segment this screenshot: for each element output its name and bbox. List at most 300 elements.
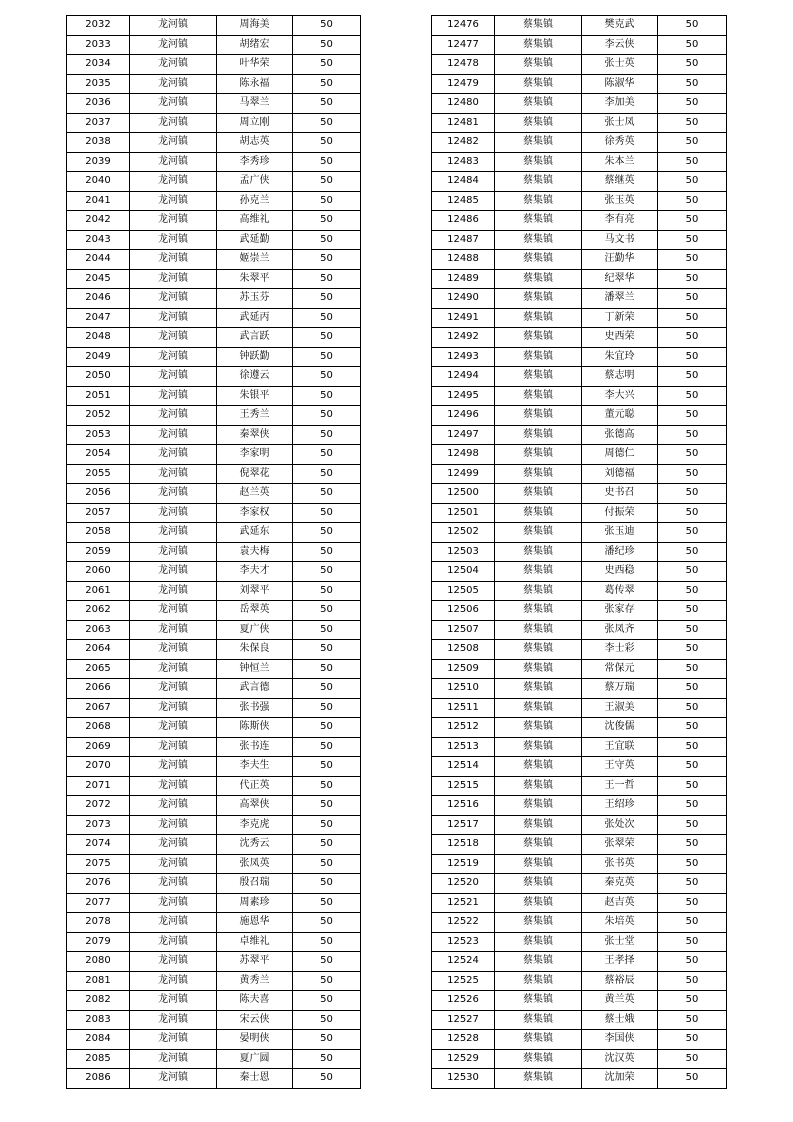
table-row: [67, 718, 361, 738]
serial-number-cell: 2036: [67, 94, 130, 114]
name-cell: 殷召瑞: [217, 874, 293, 894]
amount-cell: 50: [658, 445, 727, 465]
serial-number-cell: 2067: [67, 698, 130, 718]
amount-cell: 50: [293, 250, 361, 270]
amount-cell: 50: [658, 562, 727, 582]
table-row: [432, 35, 727, 55]
amount-cell: 50: [658, 269, 727, 289]
serial-number-cell: 2042: [67, 211, 130, 231]
amount-cell: 50: [658, 113, 727, 133]
town-cell: 龙河镇: [130, 386, 217, 406]
amount-cell: 50: [293, 133, 361, 153]
town-cell: 龙河镇: [130, 659, 217, 679]
table-row: [67, 757, 361, 777]
table-row: [432, 601, 727, 621]
town-cell: 龙河镇: [130, 698, 217, 718]
town-cell: 蔡集镇: [495, 874, 582, 894]
table-row: [432, 152, 727, 172]
name-cell: 李云侠: [582, 35, 658, 55]
roster-table-right: [431, 15, 727, 1089]
name-cell: 张书强: [217, 698, 293, 718]
amount-cell: 50: [658, 718, 727, 738]
table-row: [432, 503, 727, 523]
serial-number-cell: 12500: [432, 484, 495, 504]
name-cell: 张士凤: [582, 113, 658, 133]
name-cell: 张书连: [217, 737, 293, 757]
amount-cell: 50: [293, 659, 361, 679]
table-row: [67, 659, 361, 679]
amount-cell: 50: [293, 347, 361, 367]
serial-number-cell: 2084: [67, 1030, 130, 1050]
name-cell: 钟跃勤: [217, 347, 293, 367]
serial-number-cell: 2063: [67, 620, 130, 640]
town-cell: 蔡集镇: [495, 796, 582, 816]
amount-cell: 50: [658, 328, 727, 348]
town-cell: 龙河镇: [130, 133, 217, 153]
amount-cell: 50: [293, 172, 361, 192]
table-row: [432, 191, 727, 211]
town-cell: 龙河镇: [130, 406, 217, 426]
town-cell: 龙河镇: [130, 445, 217, 465]
serial-number-cell: 12522: [432, 913, 495, 933]
serial-number-cell: 2076: [67, 874, 130, 894]
table-row: [432, 562, 727, 582]
table-row: [432, 815, 727, 835]
serial-number-cell: 12506: [432, 601, 495, 621]
amount-cell: 50: [293, 328, 361, 348]
name-cell: 张书英: [582, 854, 658, 874]
name-cell: 宋云侠: [217, 1010, 293, 1030]
table-row: [67, 55, 361, 75]
name-cell: 朱翠平: [217, 269, 293, 289]
name-cell: 王守英: [582, 757, 658, 777]
table-row: [432, 523, 727, 543]
name-cell: 周素珍: [217, 893, 293, 913]
town-cell: 龙河镇: [130, 503, 217, 523]
serial-number-cell: 12512: [432, 718, 495, 738]
amount-cell: 50: [293, 913, 361, 933]
name-cell: 刘翠平: [217, 581, 293, 601]
town-cell: 蔡集镇: [495, 952, 582, 972]
town-cell: 蔡集镇: [495, 776, 582, 796]
serial-number-cell: 12499: [432, 464, 495, 484]
name-cell: 沈俊儒: [582, 718, 658, 738]
amount-cell: 50: [658, 172, 727, 192]
table-row: [432, 542, 727, 562]
serial-number-cell: 2074: [67, 835, 130, 855]
serial-number-cell: 2035: [67, 74, 130, 94]
amount-cell: 50: [658, 893, 727, 913]
name-cell: 赵兰英: [217, 484, 293, 504]
name-cell: 李加美: [582, 94, 658, 114]
serial-number-cell: 2081: [67, 971, 130, 991]
amount-cell: 50: [658, 1069, 727, 1089]
serial-number-cell: 2082: [67, 991, 130, 1011]
amount-cell: 50: [658, 1030, 727, 1050]
serial-number-cell: 2037: [67, 113, 130, 133]
table-row: [67, 913, 361, 933]
town-cell: 蔡集镇: [495, 94, 582, 114]
town-cell: 龙河镇: [130, 1010, 217, 1030]
table-row: [67, 854, 361, 874]
town-cell: 龙河镇: [130, 55, 217, 75]
serial-number-cell: 12502: [432, 523, 495, 543]
table-row: [432, 698, 727, 718]
table-row: [67, 815, 361, 835]
table-row: [432, 718, 727, 738]
town-cell: 龙河镇: [130, 1069, 217, 1089]
amount-cell: 50: [293, 503, 361, 523]
amount-cell: 50: [658, 94, 727, 114]
amount-cell: 50: [658, 679, 727, 699]
table-row: [432, 16, 727, 36]
town-cell: 蔡集镇: [495, 679, 582, 699]
amount-cell: 50: [658, 913, 727, 933]
name-cell: 马文书: [582, 230, 658, 250]
serial-number-cell: 12493: [432, 347, 495, 367]
name-cell: 李克虎: [217, 815, 293, 835]
amount-cell: 50: [293, 152, 361, 172]
roster-table-left-body: [67, 16, 361, 1089]
amount-cell: 50: [658, 1010, 727, 1030]
name-cell: 张玉英: [582, 191, 658, 211]
amount-cell: 50: [293, 35, 361, 55]
serial-number-cell: 2034: [67, 55, 130, 75]
name-cell: 朱本兰: [582, 152, 658, 172]
serial-number-cell: 2046: [67, 289, 130, 309]
town-cell: 龙河镇: [130, 347, 217, 367]
town-cell: 龙河镇: [130, 74, 217, 94]
table-row: [67, 464, 361, 484]
table-row: [432, 74, 727, 94]
name-cell: 王淑美: [582, 698, 658, 718]
serial-number-cell: 2068: [67, 718, 130, 738]
town-cell: 龙河镇: [130, 328, 217, 348]
table-row: [67, 874, 361, 894]
name-cell: 陈夫喜: [217, 991, 293, 1011]
serial-number-cell: 12490: [432, 289, 495, 309]
town-cell: 蔡集镇: [495, 289, 582, 309]
amount-cell: 50: [293, 230, 361, 250]
table-row: [67, 16, 361, 36]
name-cell: 张凤齐: [582, 620, 658, 640]
serial-number-cell: 2057: [67, 503, 130, 523]
table-row: [67, 542, 361, 562]
amount-cell: 50: [293, 601, 361, 621]
town-cell: 龙河镇: [130, 113, 217, 133]
serial-number-cell: 12525: [432, 971, 495, 991]
amount-cell: 50: [293, 1069, 361, 1089]
serial-number-cell: 2059: [67, 542, 130, 562]
town-cell: 蔡集镇: [495, 328, 582, 348]
town-cell: 龙河镇: [130, 562, 217, 582]
table-row: [432, 347, 727, 367]
table-row: [432, 464, 727, 484]
amount-cell: 50: [658, 815, 727, 835]
amount-cell: 50: [658, 74, 727, 94]
amount-cell: 50: [658, 347, 727, 367]
serial-number-cell: 2039: [67, 152, 130, 172]
table-row: [67, 991, 361, 1011]
table-row: [432, 854, 727, 874]
town-cell: 蔡集镇: [495, 542, 582, 562]
amount-cell: 50: [293, 718, 361, 738]
serial-number-cell: 2078: [67, 913, 130, 933]
amount-cell: 50: [293, 757, 361, 777]
table-row: [432, 1010, 727, 1030]
name-cell: 苏翠平: [217, 952, 293, 972]
amount-cell: 50: [293, 952, 361, 972]
amount-cell: 50: [293, 991, 361, 1011]
table-row: [432, 796, 727, 816]
amount-cell: 50: [293, 893, 361, 913]
serial-number-cell: 12488: [432, 250, 495, 270]
town-cell: 龙河镇: [130, 35, 217, 55]
table-row: [432, 55, 727, 75]
table-row: [67, 269, 361, 289]
name-cell: 蔡士娥: [582, 1010, 658, 1030]
amount-cell: 50: [658, 542, 727, 562]
amount-cell: 50: [293, 796, 361, 816]
serial-number-cell: 12524: [432, 952, 495, 972]
serial-number-cell: 2083: [67, 1010, 130, 1030]
name-cell: 姬崇兰: [217, 250, 293, 270]
serial-number-cell: 2044: [67, 250, 130, 270]
amount-cell: 50: [293, 55, 361, 75]
amount-cell: 50: [658, 211, 727, 231]
town-cell: 蔡集镇: [495, 172, 582, 192]
amount-cell: 50: [658, 737, 727, 757]
town-cell: 蔡集镇: [495, 971, 582, 991]
name-cell: 董元聪: [582, 406, 658, 426]
town-cell: 龙河镇: [130, 250, 217, 270]
table-row: [67, 1030, 361, 1050]
name-cell: 张凤英: [217, 854, 293, 874]
name-cell: 常保元: [582, 659, 658, 679]
name-cell: 蔡裕辰: [582, 971, 658, 991]
town-cell: 蔡集镇: [495, 152, 582, 172]
town-cell: 蔡集镇: [495, 133, 582, 153]
amount-cell: 50: [658, 971, 727, 991]
name-cell: 施恩华: [217, 913, 293, 933]
name-cell: 李秀珍: [217, 152, 293, 172]
serial-number-cell: 2056: [67, 484, 130, 504]
name-cell: 朱银平: [217, 386, 293, 406]
amount-cell: 50: [293, 776, 361, 796]
town-cell: 蔡集镇: [495, 581, 582, 601]
town-cell: 蔡集镇: [495, 367, 582, 387]
town-cell: 蔡集镇: [495, 1069, 582, 1089]
table-row: [67, 35, 361, 55]
table-row: [67, 523, 361, 543]
name-cell: 蔡志明: [582, 367, 658, 387]
serial-number-cell: 12484: [432, 172, 495, 192]
serial-number-cell: 12482: [432, 133, 495, 153]
table-row: [67, 932, 361, 952]
name-cell: 王孝择: [582, 952, 658, 972]
serial-number-cell: 12497: [432, 425, 495, 445]
town-cell: 蔡集镇: [495, 464, 582, 484]
town-cell: 蔡集镇: [495, 425, 582, 445]
serial-number-cell: 2033: [67, 35, 130, 55]
town-cell: 蔡集镇: [495, 35, 582, 55]
table-row: [67, 211, 361, 231]
roster-table-right-body: [432, 16, 727, 1089]
name-cell: 朱保良: [217, 640, 293, 660]
town-cell: 龙河镇: [130, 16, 217, 36]
amount-cell: 50: [293, 562, 361, 582]
table-row: [67, 1010, 361, 1030]
amount-cell: 50: [293, 523, 361, 543]
town-cell: 龙河镇: [130, 484, 217, 504]
town-cell: 龙河镇: [130, 581, 217, 601]
amount-cell: 50: [658, 55, 727, 75]
amount-cell: 50: [658, 35, 727, 55]
town-cell: 蔡集镇: [495, 913, 582, 933]
serial-number-cell: 12508: [432, 640, 495, 660]
town-cell: 龙河镇: [130, 523, 217, 543]
serial-number-cell: 2085: [67, 1049, 130, 1069]
table-row: [67, 620, 361, 640]
table-row: [67, 250, 361, 270]
table-row: [67, 1049, 361, 1069]
serial-number-cell: 2032: [67, 16, 130, 36]
table-row: [67, 172, 361, 192]
name-cell: 赵吉英: [582, 893, 658, 913]
town-cell: 龙河镇: [130, 991, 217, 1011]
name-cell: 钟恒兰: [217, 659, 293, 679]
table-row: [432, 328, 727, 348]
amount-cell: 50: [658, 854, 727, 874]
serial-number-cell: 2066: [67, 679, 130, 699]
name-cell: 王秀兰: [217, 406, 293, 426]
amount-cell: 50: [293, 16, 361, 36]
town-cell: 蔡集镇: [495, 815, 582, 835]
amount-cell: 50: [293, 640, 361, 660]
town-cell: 蔡集镇: [495, 269, 582, 289]
serial-number-cell: 2045: [67, 269, 130, 289]
name-cell: 沈加荣: [582, 1069, 658, 1089]
amount-cell: 50: [293, 854, 361, 874]
table-row: [432, 230, 727, 250]
serial-number-cell: 2049: [67, 347, 130, 367]
amount-cell: 50: [293, 698, 361, 718]
town-cell: 蔡集镇: [495, 74, 582, 94]
serial-number-cell: 2038: [67, 133, 130, 153]
table-row: [67, 74, 361, 94]
name-cell: 晏明侠: [217, 1030, 293, 1050]
name-cell: 王宜联: [582, 737, 658, 757]
name-cell: 刘德福: [582, 464, 658, 484]
town-cell: 蔡集镇: [495, 445, 582, 465]
amount-cell: 50: [293, 113, 361, 133]
name-cell: 高维礼: [217, 211, 293, 231]
town-cell: 蔡集镇: [495, 757, 582, 777]
amount-cell: 50: [658, 250, 727, 270]
table-row: [67, 601, 361, 621]
town-cell: 蔡集镇: [495, 386, 582, 406]
table-row: [432, 1030, 727, 1050]
town-cell: 龙河镇: [130, 913, 217, 933]
amount-cell: 50: [658, 776, 727, 796]
serial-number-cell: 2065: [67, 659, 130, 679]
amount-cell: 50: [658, 601, 727, 621]
table-row: [432, 406, 727, 426]
town-cell: 龙河镇: [130, 932, 217, 952]
table-row: [67, 893, 361, 913]
name-cell: 蔡继英: [582, 172, 658, 192]
name-cell: 秦翠侠: [217, 425, 293, 445]
name-cell: 秦士恩: [217, 1069, 293, 1089]
amount-cell: 50: [658, 523, 727, 543]
name-cell: 苏玉芬: [217, 289, 293, 309]
name-cell: 黄秀兰: [217, 971, 293, 991]
serial-number-cell: 2069: [67, 737, 130, 757]
amount-cell: 50: [658, 835, 727, 855]
name-cell: 张士堂: [582, 932, 658, 952]
name-cell: 纪翠华: [582, 269, 658, 289]
name-cell: 王一哲: [582, 776, 658, 796]
town-cell: 蔡集镇: [495, 55, 582, 75]
town-cell: 龙河镇: [130, 737, 217, 757]
table-row: [67, 328, 361, 348]
amount-cell: 50: [658, 191, 727, 211]
serial-number-cell: 2077: [67, 893, 130, 913]
serial-number-cell: 12521: [432, 893, 495, 913]
town-cell: 龙河镇: [130, 971, 217, 991]
table-row: [67, 581, 361, 601]
town-cell: 蔡集镇: [495, 308, 582, 328]
name-cell: 李有亮: [582, 211, 658, 231]
amount-cell: 50: [658, 425, 727, 445]
serial-number-cell: 2053: [67, 425, 130, 445]
town-cell: 蔡集镇: [495, 191, 582, 211]
name-cell: 李士彩: [582, 640, 658, 660]
name-cell: 叶华荣: [217, 55, 293, 75]
name-cell: 张玉迪: [582, 523, 658, 543]
serial-number-cell: 2064: [67, 640, 130, 660]
name-cell: 潘翠兰: [582, 289, 658, 309]
serial-number-cell: 12505: [432, 581, 495, 601]
amount-cell: 50: [293, 620, 361, 640]
table-row: [432, 659, 727, 679]
name-cell: 潘纪珍: [582, 542, 658, 562]
serial-number-cell: 12526: [432, 991, 495, 1011]
table-row: [67, 367, 361, 387]
table-row: [432, 211, 727, 231]
table-row: [67, 445, 361, 465]
name-cell: 沈秀云: [217, 835, 293, 855]
name-cell: 代正英: [217, 776, 293, 796]
town-cell: 蔡集镇: [495, 932, 582, 952]
town-cell: 蔡集镇: [495, 250, 582, 270]
serial-number-cell: 12517: [432, 815, 495, 835]
serial-number-cell: 2043: [67, 230, 130, 250]
town-cell: 龙河镇: [130, 874, 217, 894]
serial-number-cell: 2073: [67, 815, 130, 835]
table-row: [432, 484, 727, 504]
name-cell: 马翠兰: [217, 94, 293, 114]
town-cell: 龙河镇: [130, 152, 217, 172]
table-row: [67, 698, 361, 718]
name-cell: 武言跃: [217, 328, 293, 348]
name-cell: 李家权: [217, 503, 293, 523]
amount-cell: 50: [658, 757, 727, 777]
table-row: [432, 776, 727, 796]
serial-number-cell: 2040: [67, 172, 130, 192]
name-cell: 高翠侠: [217, 796, 293, 816]
amount-cell: 50: [658, 464, 727, 484]
